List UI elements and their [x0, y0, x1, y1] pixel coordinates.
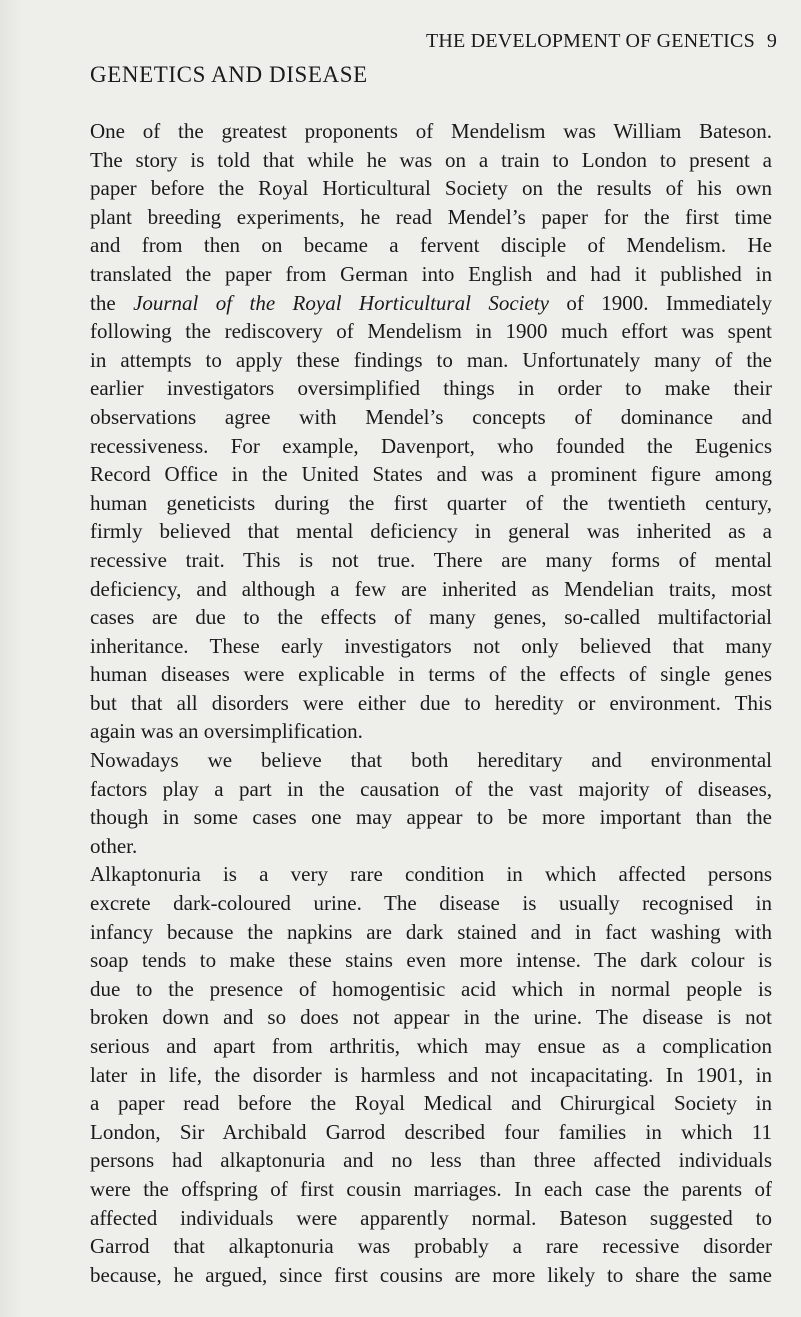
paragraph-2: [90, 746, 772, 860]
text-line: observations agree with Mendel’s concepts of dominance and: [90, 404, 772, 429]
section-heading: GENETICS AND DISEASE: [90, 62, 368, 87]
text-line: affected individuals were apparently normal. Bateson suggested to: [90, 1205, 772, 1230]
text-line: factors play a part in the causation of the vast majority of diseases,: [90, 776, 772, 801]
text-line: excrete dark-coloured urine. The disease is usually recognised in: [90, 891, 772, 916]
text-line: later in life, the disorder is harmless and not incapacitating. In 1901, in: [90, 1062, 772, 1087]
text-line: Garrod that alkaptonuria was probably a rare recessive disorder: [90, 1234, 772, 1259]
text-line: The story is told that while he was on a train to London to present a: [90, 147, 772, 172]
text-line: infancy because the napkins are dark stained and in fact washing with: [90, 919, 772, 944]
text-line: but that all disorders were either due to heredity or environment. This: [90, 690, 772, 715]
text-line: One of the greatest proponents of Mendelism was William Bateson.: [90, 119, 772, 143]
text-span: of 1900. Immediately: [548, 290, 773, 315]
text-line: deficiency, and although a few are inherited as Mendelian traits, most: [90, 576, 772, 601]
page-number: 9: [766, 30, 778, 52]
text-line: Alkaptonuria is a very rare condition in which affected persons: [90, 862, 772, 887]
text-span: the: [90, 290, 134, 315]
running-head-title: THE DEVELOPMENT OF GENETICS: [426, 30, 755, 52]
text-line: Nowadays we believe that both hereditary and environmental: [90, 748, 772, 773]
text-line: though in some cases one may appear to be more important than the: [90, 805, 772, 830]
text-line: cases are due to the effects of many genes, so-called multifactorial: [90, 605, 772, 630]
body-text: [90, 117, 772, 1289]
text-line: again was an oversimplification.: [90, 719, 363, 744]
text-line: due to the presence of homogentisic acid which in normal people is: [90, 976, 772, 1001]
text-line: inheritance. These early investigators not only believed that many: [90, 633, 772, 658]
text-line: plant breeding experiments, he read Mendel’s paper for the first time: [90, 204, 772, 229]
text-line: serious and apart from arthritis, which may ensue as a complication: [90, 1034, 772, 1058]
text-line: recessiveness. For example, Davenport, who founded the Eugenics: [90, 433, 772, 458]
text-line: and from then on became a fervent disciple of Mendelism. He: [90, 233, 772, 258]
text-line: soap tends to make these stains even more intense. The dark colour is: [90, 948, 772, 973]
page-gutter-shadow: [0, 0, 22, 1317]
text-line: broken down and so does not appear in the urine. The disease is not: [90, 1005, 772, 1030]
text-line: other.: [90, 833, 138, 858]
text-line: persons had alkaptonuria and no less than three affected individuals: [90, 1148, 772, 1173]
text-line: translated the paper from German into English and had it published in: [90, 261, 772, 286]
text-line: human geneticists during the first quarter of the twentieth century,: [90, 490, 772, 515]
text-line: firmly believed that mental deficiency in general was inherited as a: [90, 519, 772, 544]
text-line: London, Sir Archibald Garrod described four families in which 11: [90, 1119, 772, 1144]
text-line: in attempts to apply these findings to man. Unfortunately many of the: [90, 347, 772, 372]
text-line: following the rediscovery of Mendelism in 1900 much effort was spent: [90, 319, 772, 344]
text-line: Record Office in the United States and was a prominent figure among: [90, 462, 772, 487]
text-line: earlier investigators oversimplified things in order to make their: [90, 376, 772, 401]
text-line-with-journal-title: [90, 289, 772, 318]
running-head: [426, 30, 777, 53]
text-line: a paper read before the Royal Medical and Chirurgical Society in: [90, 1091, 772, 1116]
text-line: recessive trait. This is not true. There are many forms of mental: [90, 547, 772, 572]
journal-title: Journal of the Royal Horticultural Society: [133, 290, 549, 315]
text-line: paper before the Royal Horticultural Society on the results of his own: [90, 176, 772, 201]
paragraph-1: [90, 117, 772, 746]
text-line: human diseases were explicable in terms of the effects of single genes: [90, 662, 772, 687]
text-line: because, he argued, since first cousins are more likely to share the same: [90, 1262, 772, 1287]
paragraph-3: [90, 860, 772, 1289]
text-line: were the offspring of first cousin marriages. In each case the parents of: [90, 1176, 772, 1201]
